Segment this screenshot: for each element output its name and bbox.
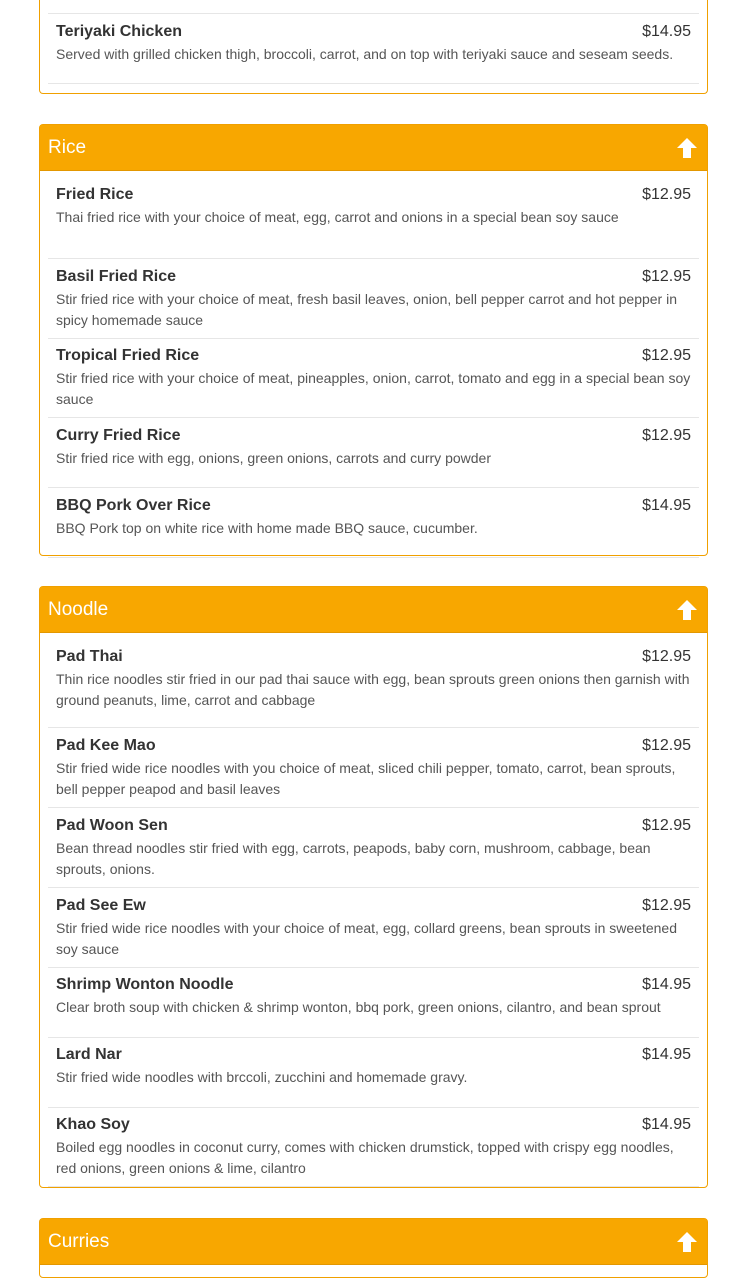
menu-item <box>48 888 699 968</box>
section-body <box>40 633 707 1196</box>
item-desc: Stir fried rice with egg, onions, green onions, carrots and curry powder <box>56 450 491 466</box>
item-price: $14.95 <box>642 23 691 40</box>
item-name: BBQ Pork Over Rice <box>56 497 211 514</box>
item-desc: Thai fried rice with your choice of meat, egg, carrot and onions in a special bean soy sauce <box>56 209 619 225</box>
item-name: Basil Fried Rice <box>56 268 177 285</box>
item-name: Lard Nar <box>56 1046 122 1063</box>
item-desc: Bean thread noodles stir fried with egg, carrots, peapods, baby corn, mushroom, cabbage, bean sprouts, onions. <box>56 840 651 877</box>
menu-item <box>48 259 699 339</box>
menu-item <box>48 808 699 888</box>
menu-item <box>48 488 699 558</box>
item-desc: Stir fried rice with your choice of meat, fresh basil leaves, onion, bell pepper carrot and hot pepper in spicy homemade sauce <box>56 291 677 328</box>
section-title: Curries <box>48 1230 110 1252</box>
menu-item <box>48 648 699 728</box>
menu-item <box>48 1108 699 1187</box>
item-desc: Stir fried wide noodles with brccoli, zucchini and homemade gravy. <box>56 1069 468 1085</box>
item-price: $12.95 <box>642 186 691 203</box>
item-name: Pad Thai <box>56 648 123 665</box>
item-desc: Served with grilled chicken thigh, broccoli, carrot, and on top with teriyaki sauce and seseam seeds. <box>56 46 674 62</box>
item-name: Pad Woon Sen <box>56 817 168 834</box>
item-price: $14.95 <box>642 1116 691 1133</box>
section-header <box>40 587 707 633</box>
item-desc: Thin rice noodles stir fried in our pad thai sauce with egg, bean sprouts green onions then garnish with ground peanuts, lime, carrot and cabbage <box>56 671 690 708</box>
menu-item <box>48 728 699 808</box>
section-header <box>40 1219 707 1265</box>
item-desc: Boiled egg noodles in coconut curry, comes with chicken drumstick, topped with crispy egg noodles, red onions, green onions & lime, cilantro <box>56 1139 674 1176</box>
item-price: $12.95 <box>642 427 691 444</box>
item-desc: BBQ Pork top on white rice with home made BBQ sauce, cucumber. <box>56 520 478 536</box>
section-prev-body <box>40 0 707 93</box>
section-title: Rice <box>48 136 87 158</box>
circle-arrow-up-icon[interactable] <box>675 598 699 622</box>
item-desc: Stir fried wide rice noodles with you choice of meat, sliced chili pepper, tomato, carrot, bean sprouts, bell pepper peapod and basil leaves <box>56 760 676 797</box>
item-desc: Clear broth soup with chicken & shrimp wonton, bbq pork, green onions, cilantro, and bean sprout <box>56 999 661 1015</box>
menu-item <box>48 186 699 259</box>
item-name: Shrimp Wonton Noodle <box>56 976 234 993</box>
section-body <box>40 171 707 567</box>
section-prev <box>39 0 708 94</box>
item-desc: Stir fried wide rice noodles with your choice of meat, egg, collard greens, bean sprouts in sweetened soy sauce <box>56 920 678 957</box>
item-name: Tropical Fried Rice <box>56 347 200 364</box>
circle-arrow-up-icon[interactable] <box>675 136 699 160</box>
item-name: Curry Fried Rice <box>56 427 181 444</box>
item-price: $14.95 <box>642 497 691 514</box>
menu-item <box>48 13 699 84</box>
item-price: $12.95 <box>642 347 691 364</box>
section-noodle <box>39 586 708 1188</box>
menu-item <box>48 418 699 488</box>
menu-item <box>48 339 699 418</box>
item-name: Fried Rice <box>56 186 134 203</box>
item-price: $12.95 <box>642 897 691 914</box>
item-price: $12.95 <box>642 737 691 754</box>
section-header <box>40 125 707 171</box>
item-name: Pad Kee Mao <box>56 737 156 754</box>
item-price: $12.95 <box>642 817 691 834</box>
item-price: $12.95 <box>642 648 691 665</box>
section-title: Noodle <box>48 598 109 620</box>
section-rice <box>39 124 708 556</box>
item-price: $14.95 <box>642 976 691 993</box>
section-curries <box>39 1218 708 1278</box>
menu-item <box>48 1038 699 1108</box>
item-name: Khao Soy <box>56 1116 130 1133</box>
item-desc: Stir fried rice with your choice of meat, pineapples, onion, carrot, tomato and egg in a special bean soy sauce <box>56 370 691 407</box>
item-name: Teriyaki Chicken <box>56 23 182 40</box>
circle-arrow-up-icon[interactable] <box>675 1230 699 1254</box>
item-price: $12.95 <box>642 268 691 285</box>
menu-item <box>48 968 699 1038</box>
item-price: $14.95 <box>642 1046 691 1063</box>
item-name: Pad See Ew <box>56 897 146 914</box>
